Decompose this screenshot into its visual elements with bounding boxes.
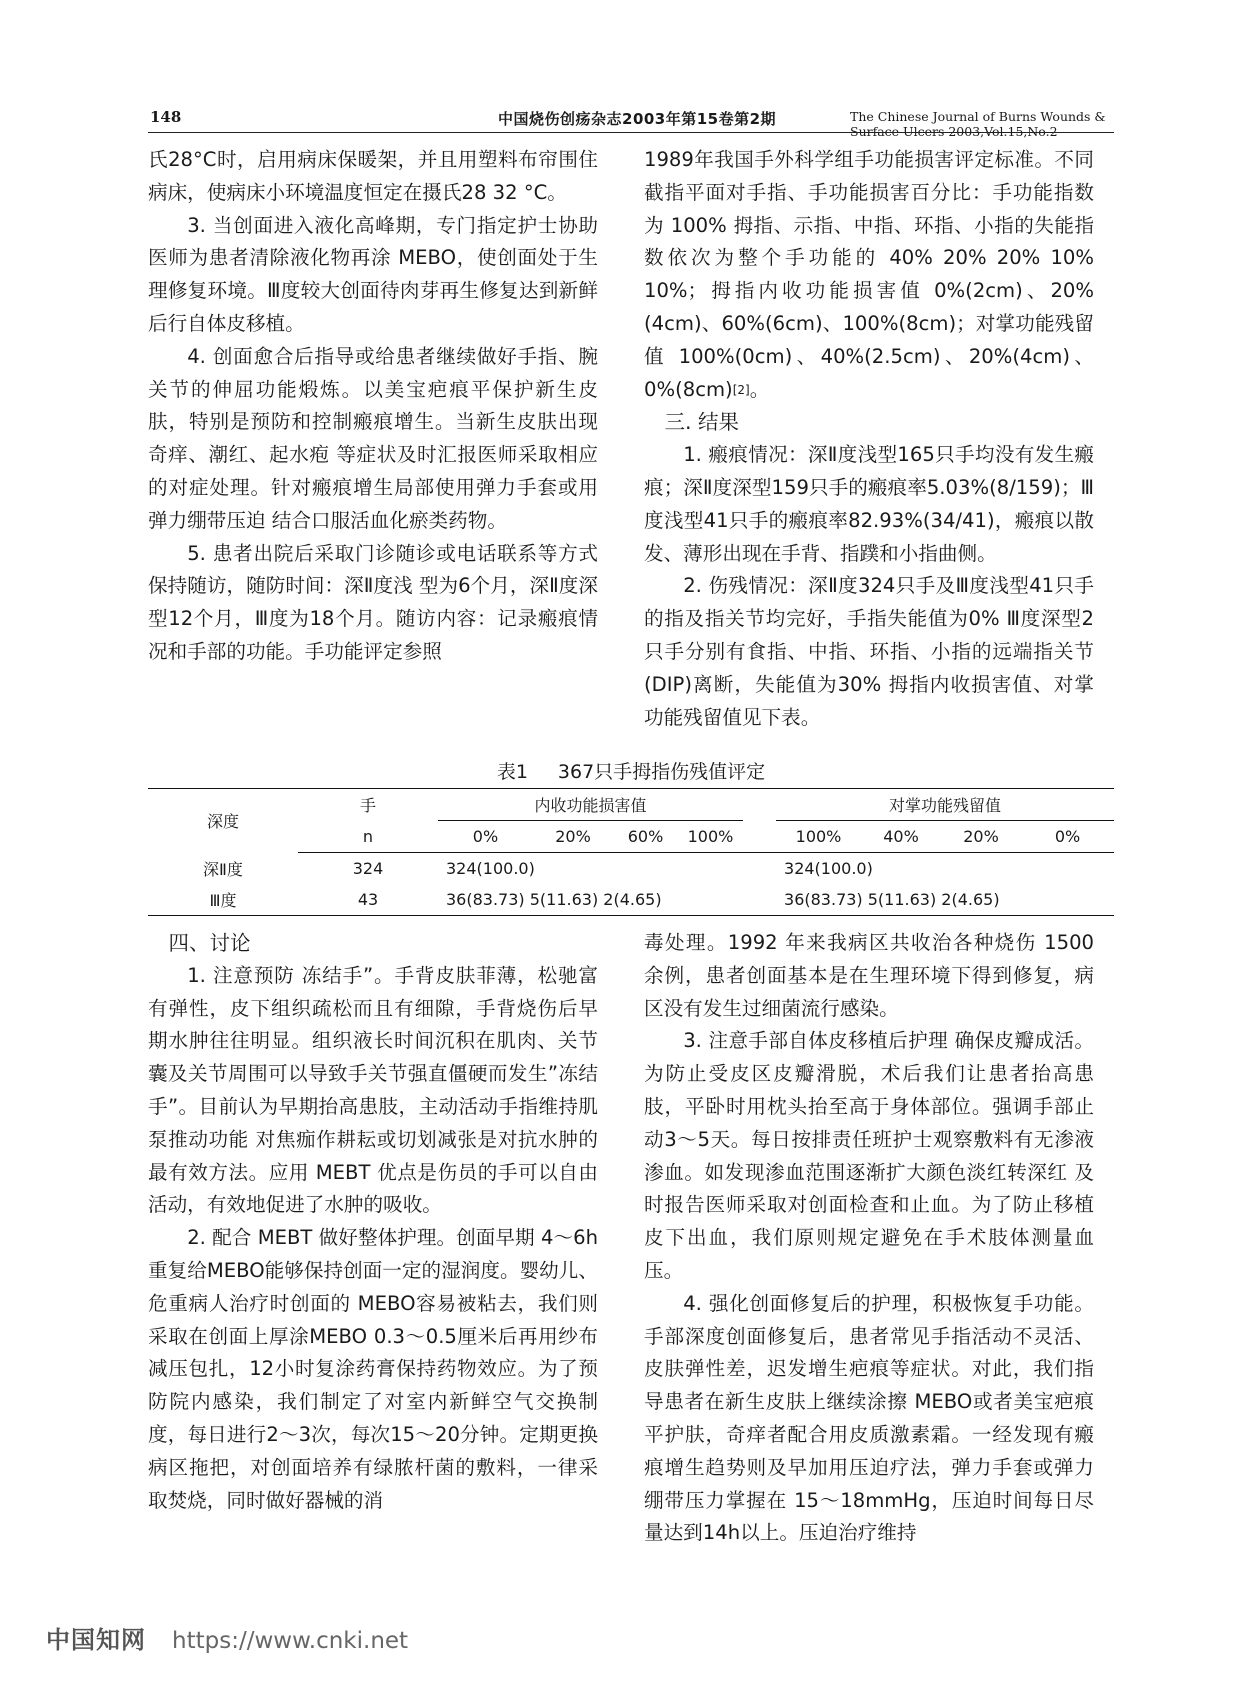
subheader-opposition: 100%: [776, 821, 861, 853]
header-rule: [148, 132, 1114, 133]
row-opposition: 324(100.0): [784, 859, 873, 878]
lower-right-column: [644, 927, 1094, 1550]
subheader-adduction: 60%: [613, 821, 678, 853]
row-n: 43: [298, 884, 438, 916]
paragraph: 1. 注意预防 冻结手”。手背皮肤菲薄，松驰富有弹性，皮下组织疏松而且有细隙，手背烧伤后早期水肿往往明显。组织液长时间沉积在肌肉、关节囊及关节周围可以导致手关节强直僵硬而发生”冻结手”。目前认为早期抬高患肢，主动活动手指维持肌泵推动功能 对焦痂作耕耘或切划减张是对抗水肿的最有效方法。应用 MEBT 优点是伤员的手可以自由活动，有效地促进了水肿的吸收。: [148, 963, 598, 1217]
subheader-adduction: 20%: [533, 821, 613, 853]
subheader-opposition: 20%: [941, 821, 1021, 853]
subheader-adduction: 0%: [438, 821, 533, 853]
section-heading-results: 三. 结果: [664, 410, 740, 435]
cnki-logo-text: 中国知网: [46, 1626, 146, 1654]
row-n: 324: [352, 859, 384, 878]
paragraph: [644, 144, 1094, 406]
paragraph: 4. 强化创面修复后的护理，积极恢复手功能。手部深度创面修复后，患者常见手指活动不灵活、皮肤弹性差，迟发增生疤痕等症状。对此，我们指导患者在新生皮肤上继续涂擦 MEBO或者美宝疤痕平护肤，奇痒者配合用皮质激素霜。一经发现有瘢痕增生趋势则及早加用压迫疗法，弹力手套或弹力绷带压力掌握在 15～18mmHg，压迫时间每日尽量达到14h以上。压迫治疗维持: [644, 1291, 1094, 1545]
table-caption-label: 表1: [496, 761, 528, 783]
paragraph-end: 。: [749, 377, 770, 401]
table-caption-text: 367只手拇指伤残值评定: [557, 761, 766, 783]
row-depth: 深Ⅱ度: [203, 859, 243, 879]
row-adduction: 36(83.73) 5(11.63) 2(4.65): [438, 884, 743, 916]
paragraph: 3. 当创面进入液化高峰期，专门指定护士协助医师为患者清除液化物再涂 MEBO，使创面处于生理修复环境。Ⅲ度较大创面待肉芽再生修复达到新鲜后行自体皮移植。: [148, 213, 598, 335]
reference-marker: [2]: [732, 382, 750, 397]
paragraph-text: 1989年我国手外科学组手功能损害评定标准。不同截指平面对手指、手功能损害百分比：手功能指数为 100% 拇指、示指、中指、环指、小指的失能指数依次为整个手功能的 40% 20% 20% 10% 10%；拇指内收功能损害值 0%(2cm)、20%(4cm)、60%(6cm)、100%(8cm)；对掌功能残留值 100%(0cm)、40%(2.5cm)、20%(4cm)、0%(8cm): [644, 148, 1094, 401]
footer-watermark: [46, 1620, 408, 1655]
paragraph: 5. 患者出院后采取门诊随诊或电话联系等方式保持随访，随防时间：深Ⅱ度浅 型为6个月，深Ⅱ度深型12个月，Ⅲ度为18个月。随访内容：记录瘢痕情况和手部的功能。手功能评定参照: [148, 541, 598, 663]
paragraph: 1. 瘢痕情况：深Ⅱ度浅型165只手均没有发生瘢痕；深Ⅱ度深型159只手的瘢痕率5.03%(8/159)；Ⅲ度浅型41只手的瘢痕率82.93%(34/41)，瘢痕以散发、薄形出现在手背、指蹼和小指曲侧。: [644, 443, 1094, 565]
page-number: 148: [150, 108, 182, 126]
thumb-disability-table: [148, 788, 1114, 916]
section-heading-discussion: 四、讨论: [168, 931, 251, 955]
row-depth: Ⅲ度: [148, 884, 298, 916]
subheader-adduction: 100%: [678, 821, 743, 853]
header-adduction: 内收功能损害值: [438, 789, 743, 821]
cnki-url: https://www.cnki.net: [172, 1628, 409, 1654]
journal-title-cn: 中国烧伤创疡杂志2003年第15卷第2期: [498, 110, 777, 128]
header-hand: 手: [298, 789, 438, 821]
paragraph: 氏28°C时，启用病床保暖架，并且用塑料布帘围住病床，使病床小环境温度恒定在摄氏28 32 °C。: [148, 148, 598, 204]
row-opposition: 36(83.73) 5(11.63) 2(4.65): [776, 884, 1114, 916]
table-caption: [148, 757, 1114, 784]
subheader-opposition: 0%: [1021, 821, 1114, 853]
header-opposition: 对掌功能残留值: [776, 789, 1114, 821]
journal-title-en: The Chinese Journal of Burns Wounds & Surface Ulcers 2003,Vol.15,No.2: [850, 109, 1106, 139]
header-depth: 深度: [148, 789, 298, 853]
paragraph: 2. 伤残情况：深Ⅱ度324只手及Ⅲ度浅型41只手的指及指关节均完好，手指失能值为0% Ⅲ度深型2只手分别有食指、中指、环指、小指的远端指关节(DIP)离断，失能值为30% 拇指内收损害值、对掌功能残留值见下表。: [644, 574, 1094, 729]
running-header: [150, 104, 1110, 139]
paragraph: 毒处理。1992 年来我病区共收治各种烧伤 1500 余例，患者创面基本是在生理环境下得到修复，病区没有发生过细菌流行感染。: [644, 931, 1094, 1020]
table-row: [148, 884, 1114, 916]
subheader-opposition: 40%: [861, 821, 941, 853]
upper-left-column: [148, 144, 598, 669]
table-row: [148, 853, 1114, 885]
row-adduction: 324(100.0): [446, 859, 535, 878]
upper-right-column: [644, 144, 1094, 734]
lower-left-column: [148, 927, 598, 1517]
paragraph: 3. 注意手部自体皮移植后护理 确保皮瓣成活。为防止受皮区皮瓣滑脱，术后我们让患者抬高患肢，平卧时用枕头抬至高于身体部位。强调手部止动3～5天。每日按排责任班护士观察敷料有无渗液渗血。如发现渗血范围逐渐扩大颜色淡红转深红 及时报告医师采取对创面检查和止血。为了防止移植皮下出血，我们原则规定避免在手术肢体测量血压。: [644, 1029, 1094, 1282]
paragraph: 4. 创面愈合后指导或给患者继续做好手指、腕关节的伸屈功能煅炼。以美宝疤痕平保护新生皮肤，特别是预防和控制瘢痕增生。当新生皮肤出现奇痒、潮红、起水疱 等症状及时汇报医师采取相应的对症处理。针对瘢痕增生局部使用弹力手套或用弹力绷带压迫 结合口服活血化瘀类药物。: [148, 344, 598, 532]
header-n: n: [298, 821, 438, 853]
paragraph: 2. 配合 MEBT 做好整体护理。创面早期 4～6h重复给MEBO能够保持创面一定的湿润度。婴幼儿、危重病人治疗时创面的 MEBO容易被粘去，我们则采取在创面上厚涂MEBO 0.3～0.5厘米后再用纱布减压包扎，12小时复涂药膏保持药物效应。为了预防院内感染，我们制定了对室内新鲜空气交换制度，每日进行2～3次，每次15～20分钟。定期更换病区拖把，对创面培养有绿脓杆菌的敷料，一律采取焚烧，同时做好器械的消: [148, 1226, 598, 1512]
